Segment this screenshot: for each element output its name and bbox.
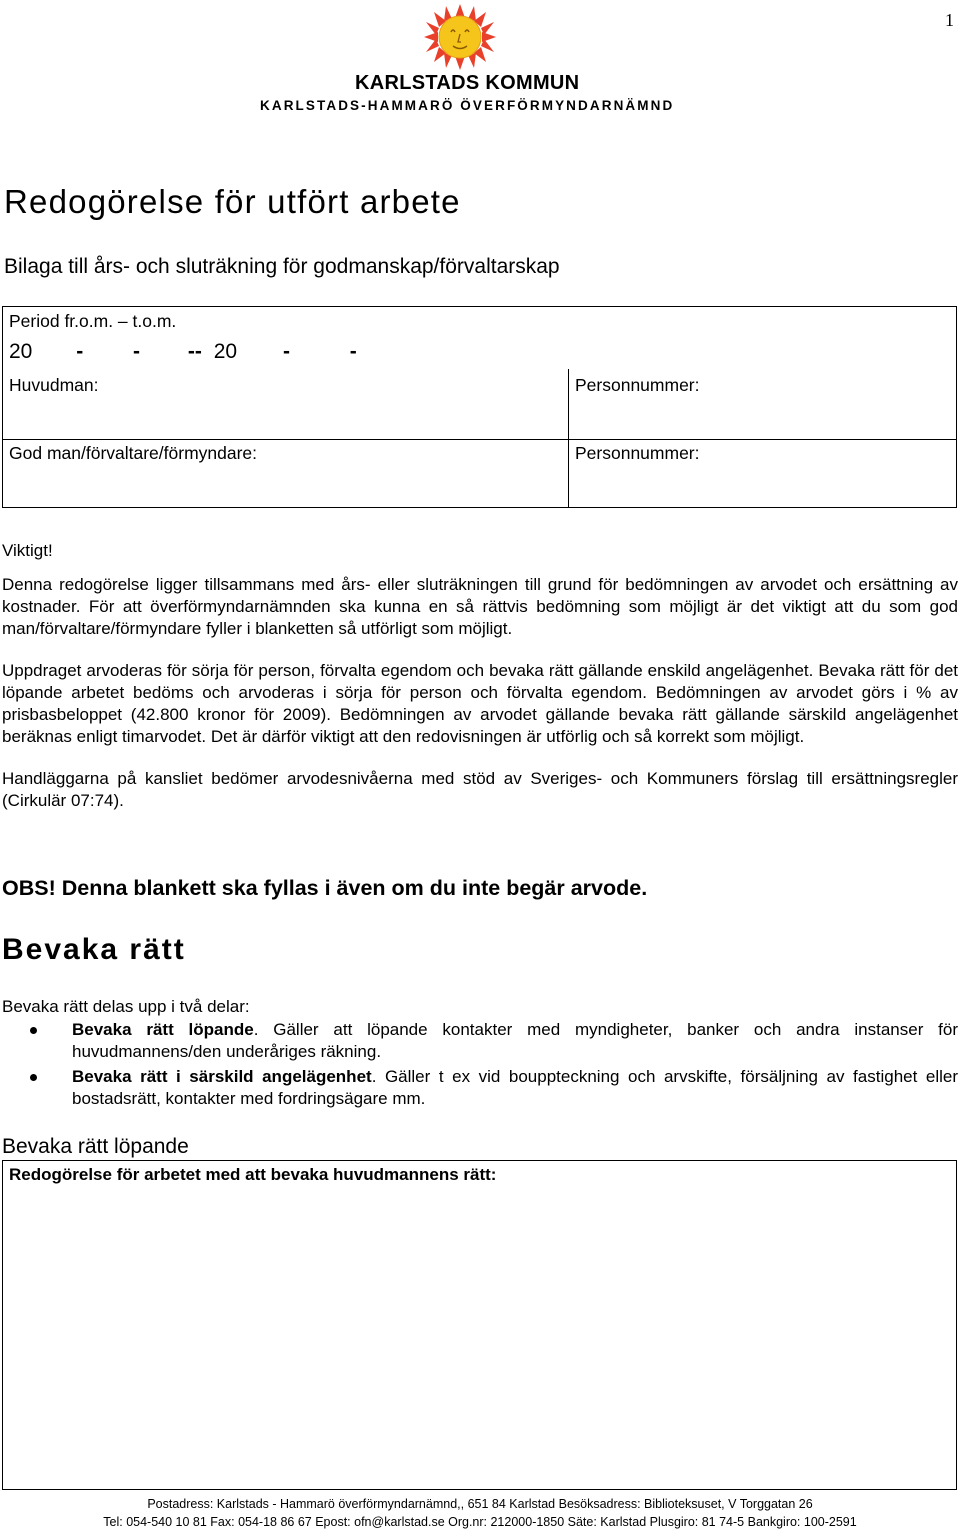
footer-address: Postadress: Karlstads - Hammarö överförmyndarnämnd,, 651 84 Karlstad Besöksadress: Biblioteksuset, V Torggatan 26 <box>147 1497 813 1511</box>
form-box <box>2 306 957 508</box>
page-number: 1 <box>945 10 954 30</box>
paragraph: Denna redogörelse ligger tillsammans med års- eller sluträkningen till grund för bedömningen av arvodet och ersättning av kostnader. För att överförmyndarnämnden ska kunna en så rättvis bedömning som möjligt är det viktigt att du som god man/förvaltare/förmyndare fyller i blanketten så utförligt som möjligt. <box>2 575 958 638</box>
bullet-list <box>30 1019 958 1113</box>
period-dash: - <box>349 340 357 363</box>
footer-contact: Tel: 054-540 10 81 Fax: 054-18 86 67 Epost: ofn@karlstad.se Org.nr: 212000-1850 Säte: Karlstad Plusgiro: 81 74-5 Bankgiro: 100-2591 <box>103 1515 857 1529</box>
period-year-to: 20 <box>213 340 238 363</box>
sun-icon <box>420 4 500 70</box>
period-label: Period fr.o.m. – t.o.m. <box>9 311 177 331</box>
period-dash: - <box>282 340 290 363</box>
period-year-from: 20 <box>9 340 33 363</box>
answer-box-label: Redogörelse för arbetet med att bevaka huvudmannens rätt: <box>9 1165 497 1184</box>
document-subtitle: Bilaga till års- och sluträkning för godmanskap/förvaltarskap <box>4 255 560 278</box>
divider-vertical <box>568 369 569 507</box>
period-dash: - <box>133 340 141 363</box>
important-section <box>2 540 958 812</box>
document-title: Redogörelse för utfört arbete <box>4 183 461 220</box>
org-subtitle: KARLSTADS-HAMMARÖ ÖVERFÖRMYNDARNÄMND <box>260 98 675 113</box>
god-man-label: God man/förvaltare/förmyndare: <box>9 443 258 463</box>
huvudman-label: Huvudman: <box>9 375 99 395</box>
section-intro: Bevaka rätt delas upp i två delar: <box>2 997 250 1016</box>
bullet-icon <box>30 1074 37 1081</box>
org-name: KARLSTADS KOMMUN <box>355 72 580 94</box>
bullet-icon <box>30 1027 37 1034</box>
list-item <box>30 1066 958 1110</box>
period-field[interactable] <box>9 340 357 364</box>
bullet-bold: Bevaka rätt löpande <box>72 1020 254 1039</box>
sub-heading: Bevaka rätt löpande <box>2 1135 189 1158</box>
important-heading: Viktigt! <box>2 541 53 560</box>
bullet-text: . Gäller att löpande kontakter med myndigheter, banker och andra instanser för huvudmannens/den underåriges räkning. <box>72 1020 958 1061</box>
obs-notice: OBS! Denna blankett ska fyllas i även om du inte begär arvode. <box>2 876 648 900</box>
section-heading: Bevaka rätt <box>2 933 186 966</box>
answer-textarea[interactable] <box>2 1160 957 1490</box>
list-item <box>30 1019 958 1063</box>
divider-horizontal <box>3 439 956 440</box>
footer <box>0 1495 960 1531</box>
paragraph: Handläggarna på kansliet bedömer arvodesnivåerna med stöd av Sveriges- och Kommuners förslag till ersättningsregler (Cirkulär 07:74). <box>2 769 958 810</box>
bullet-bold: Bevaka rätt i särskild angelägenhet <box>72 1067 372 1086</box>
personnummer-label: Personnummer: <box>575 443 700 463</box>
paragraph: Uppdraget arvoderas för sörja för person, förvalta egendom och bevaka rätt gällande enskild angelägenhet. Bevaka rätt för det löpande arbetet bedöms och arvoderas i sörja för person och förvalta egendom. Bedömningen av arvodet görs i % av prisbasbeloppet (42.800 kronor för 2009). Bedömningen av arvodet gällande bevaka rätt gällande särskild angelägenhet beräknas enligt timarvodet. Det är därför viktigt att den redovisningen är utförlig och så korrekt som möjligt. <box>2 661 958 746</box>
bullet-text: . Gäller t ex vid bouppteckning och arvskifte, försäljning av fastighet eller bostadsrätt, kontakter med fordringsägare mm. <box>72 1067 958 1108</box>
period-dash: - <box>76 340 84 363</box>
personnummer-label: Personnummer: <box>575 375 700 395</box>
period-double-dash: -- <box>187 340 202 363</box>
